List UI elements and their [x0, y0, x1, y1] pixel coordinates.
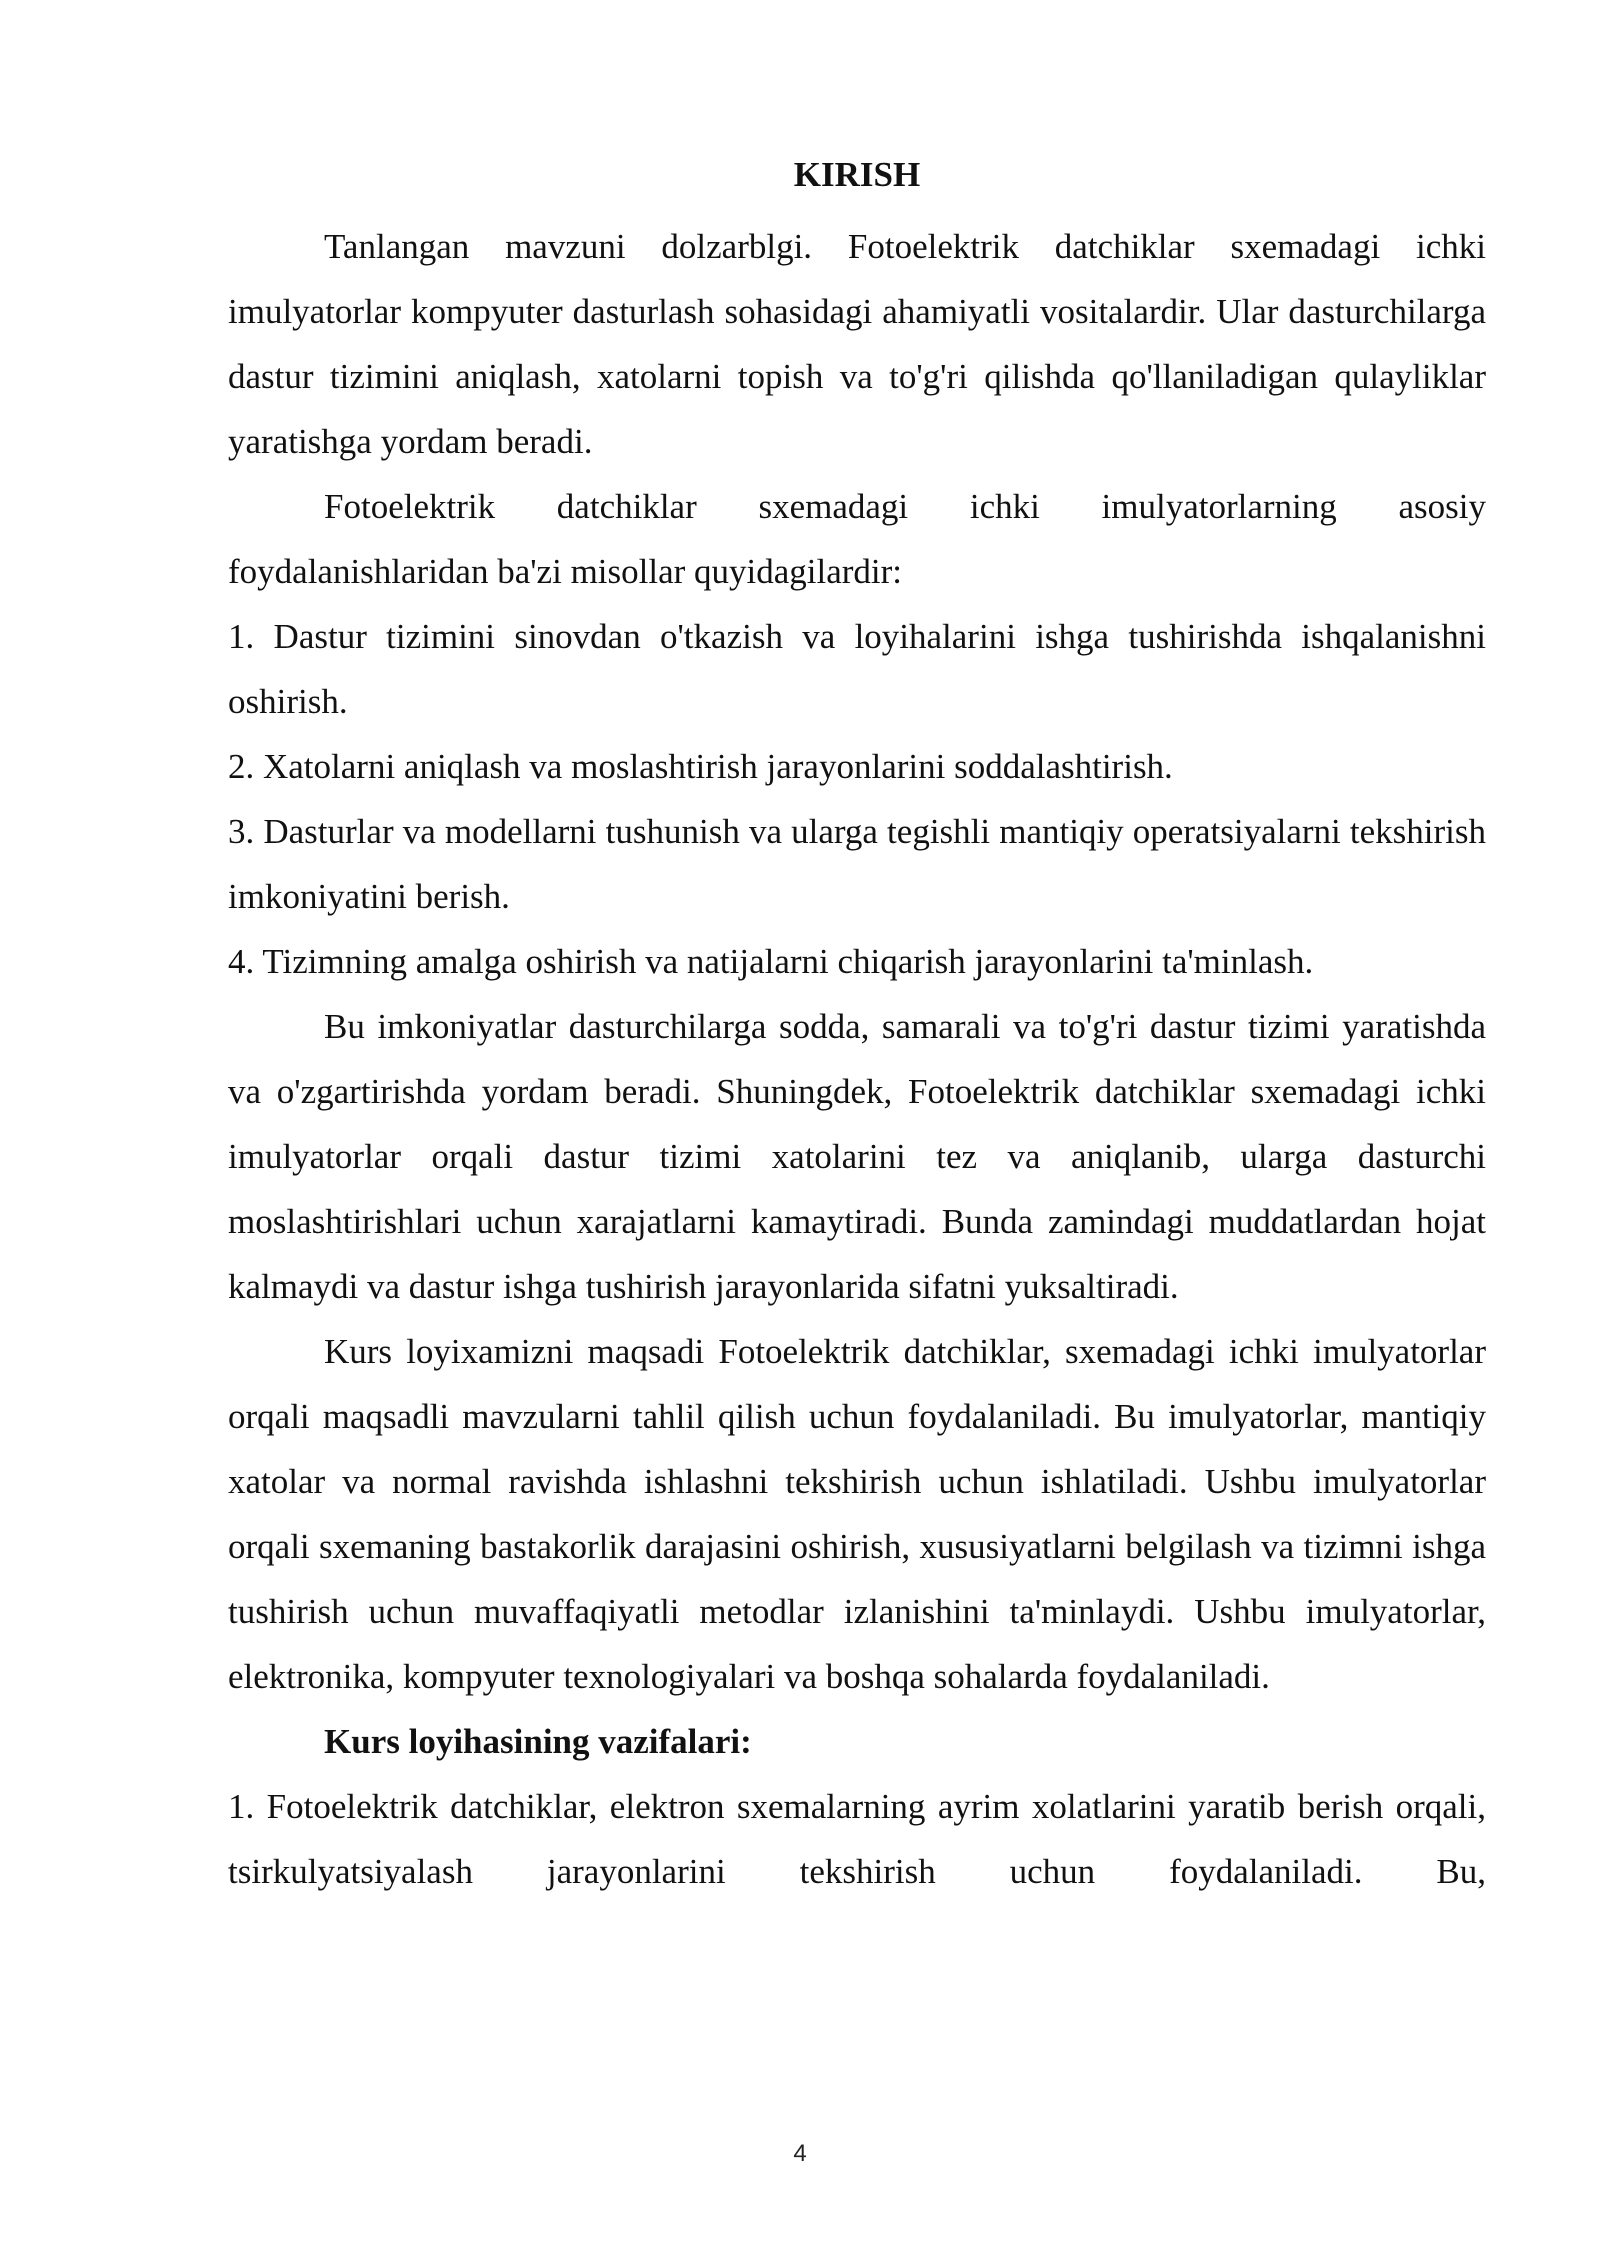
task-item: 1. Fotoelektrik datchiklar, elektron sxemalarning ayrim xolatlarini yaratib berish orqali, tsirkulyatsiyalash jarayonlarini tekshirish uchun foydalaniladi. Bu, [228, 1787, 1486, 1891]
examples-intro-paragraph: Fotoelektrik datchiklar sxemadagi ichki imulyatorlarning asosiy foydalanishlaridan ba'zi misollar quyidagilardir: [228, 487, 1486, 591]
list-item: 3. Dasturlar va modellarni tushunish va ularga tegishli mantiqiy operatsiyalarni tekshirish imkoniyatini berish. [228, 812, 1486, 916]
page-number: 4 [793, 2140, 807, 2167]
list-item: 2. Xatolarni aniqlash va moslashtirish jarayonlarini soddalashtirish. [228, 747, 1173, 786]
tasks-heading: Kurs loyihasining vazifalari: [324, 1722, 752, 1761]
list-item: 4. Tizimning amalga oshirish va natijalarni chiqarish jarayonlarini ta'minlash. [228, 942, 1314, 981]
intro-paragraph: Tanlangan mavzuni dolzarblgi. Fotoelektrik datchiklar sxemadagi ichki imulyatorlar kompyuter dasturlash sohasidagi ahamiyatli vositalardir. Ular dasturchilarga dastur tizimini aniqlash, xatolarni topish va to'g'ri qilishda qo'llaniladigan qulayliklar yaratishga yordam beradi. [228, 227, 1486, 461]
list-item: 1. Dastur tizimini sinovdan o'tkazish va loyihalarini ishga tushirishda ishqalanishni oshirish. [228, 617, 1486, 721]
purpose-paragraph: Kurs loyixamizni maqsadi Fotoelektrik datchiklar, sxemadagi ichki imulyatorlar orqali maqsadli mavzularni tahlil qilish uchun foydalaniladi. Bu imulyatorlar, mantiqiy xatolar va normal ravishda ishlashni tekshirish uchun ishlatiladi. Ushbu imulyatorlar orqali sxemaning bastakorlik darajasini oshirish, xususiyatlarni belgilash va tizimni ishga tushirish uchun muvaffaqiyatli metodlar izlanishini ta'minlaydi. Ushbu imulyatorlar, elektronika, kompyuter texnologiyalari va boshqa sohalarda foydalaniladi. [228, 1332, 1486, 1696]
page-title: KIRISH [793, 155, 921, 194]
document-page [228, 150, 1486, 1904]
capabilities-paragraph: Bu imkoniyatlar dasturchilarga sodda, samarali va to'g'ri dastur tizimi yaratishda va o'zgartirishda yordam beradi. Shuningdek, Fotoelektrik datchiklar sxemadagi ichki imulyatorlar orqali dastur tizimi xatolarini tez va aniqlanib, ularga dasturchi moslashtirishlari uchun xarajatlarni kamaytiradi. Bunda zamindagi muddatlardan hojat kalmaydi va dastur ishga tushirish jarayonlarida sifatni yuksaltiradi. [228, 1007, 1486, 1306]
